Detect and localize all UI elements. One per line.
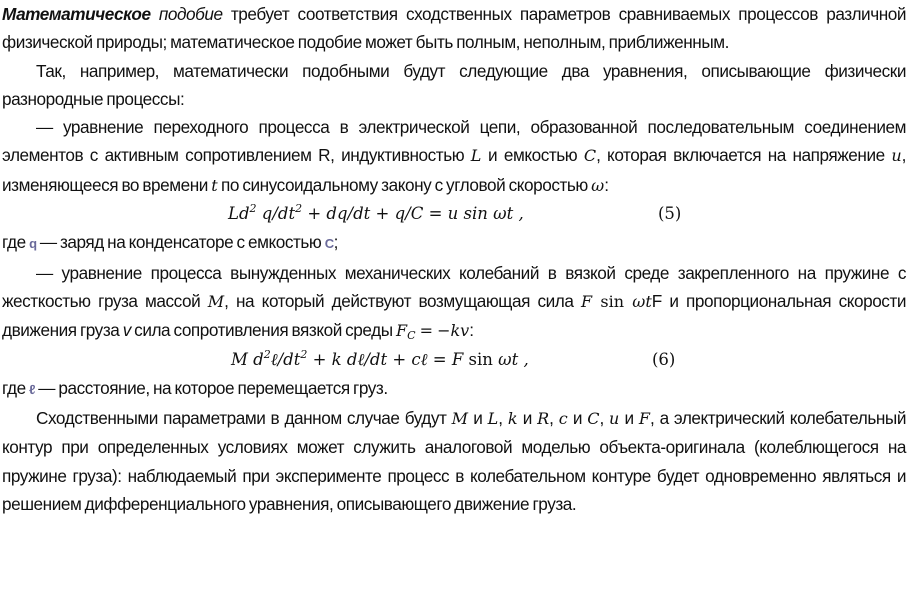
paragraph-definition	[2, 0, 906, 57]
equation-6	[2, 346, 906, 374]
equation-5	[2, 200, 906, 228]
var-omega: ω	[591, 175, 605, 195]
equation-5-number: (5)	[658, 204, 682, 224]
equation-6-number: (6)	[652, 349, 676, 369]
definition-text: требует соответствия сходственных параметров сравниваемых процессов различной физической природы; математическое подобие может быть полным, неполным, приближенным.	[2, 4, 907, 53]
equation-5-formula: Ld$^2$ $q/dt^2 + dq/dt + q/C = u$ sin ωt ,	[228, 202, 524, 224]
var-L: L	[470, 146, 482, 166]
var-v: v	[122, 320, 131, 341]
var-u: u	[891, 146, 902, 166]
paragraph-charge: где q — заряд на конденсаторе с емкостью C;	[2, 232, 338, 253]
var-C: C	[583, 146, 597, 166]
symbol-ell: ℓ	[29, 381, 35, 397]
term-italic: подобие	[158, 4, 223, 24]
force-F: F	[580, 291, 593, 311]
symbol-C: C	[324, 236, 334, 252]
term-bold: Математическое	[2, 4, 151, 24]
paragraph-mechanical: — уравнение процесса вынужденных механических колебаний в вязкой среде закрепленного на пружине с жесткостью груза массой M, на который действуют возмущающая сила F sin ωtF и пропорциональная скорости движения груза v сила сопротивления вязкой среды $F_C = -kv$:	[2, 262, 907, 343]
paragraph-distance: где ℓ — расстояние, на которое перемещается груз.	[2, 377, 388, 398]
var-M: M	[207, 291, 225, 311]
symbol-q: q	[29, 236, 37, 252]
resistance-force: $F_C = -kv$	[395, 321, 470, 343]
paragraph-conclusion: Сходственными параметрами в данном случае будут M и L, k и R, c и C, u и F, а электрический колебательный контур при определенных условиях может служить аналоговой моделью объекта-оригинала (колеблющегося на пружине груза): наблюдаемый при эксперименте процесс в колебательном контуре будет одновременно являться и решением дифференциального уравнения, описывающего движение груза.	[2, 408, 906, 515]
paragraph-electrical: — уравнение переходного процесса в электрической цепи, образованной последовательным соединением элементов с активным сопротивлением R, индуктивностью L и емкостью C, которая включается на напряжение u, изменяющееся во времени t по синусоидальному закону с угловой скоростью ω:	[2, 117, 906, 195]
paragraph-intro: Так, например, математически подобными будут следующие два уравнения, описывающие физически разнородные процессы:	[2, 60, 906, 109]
var-t: t	[211, 175, 218, 195]
equation-6-formula: M $d^2\ell/dt^2 + k$ dℓ/dt + cℓ = F sin ωt ,	[231, 347, 529, 369]
